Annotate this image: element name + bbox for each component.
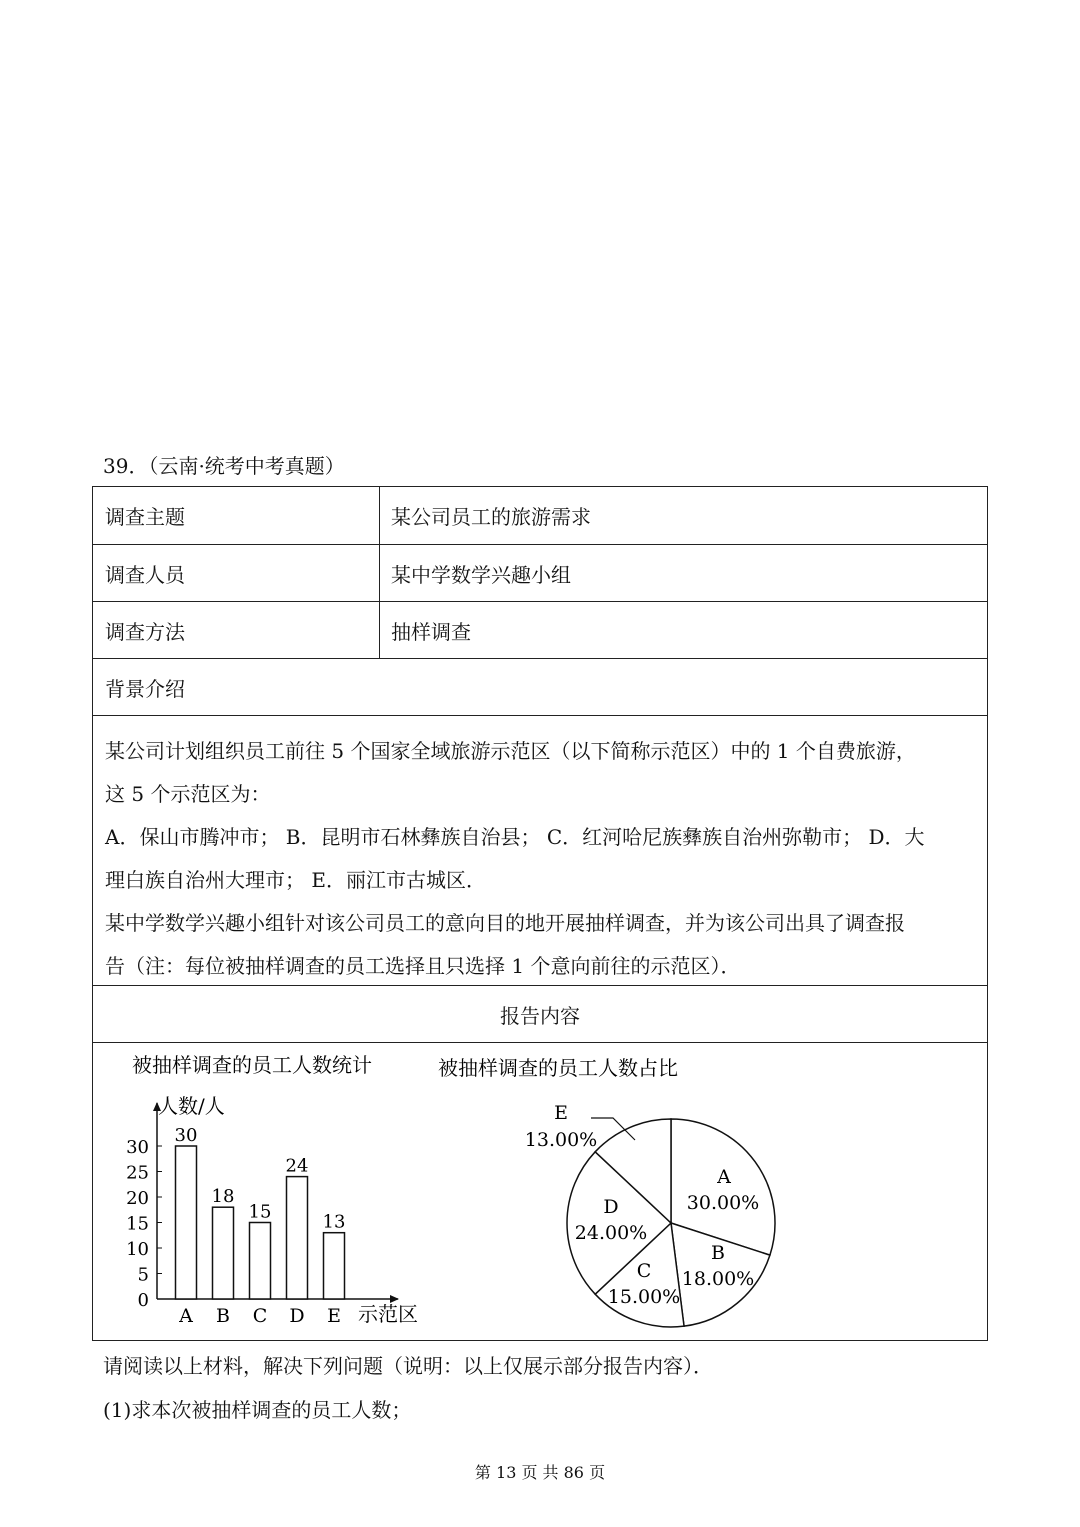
background-line: 告（注：每位被抽样调查的员工选择且只选择 1 个意向前往的示范区）． (105, 954, 741, 978)
instruction-text: 请阅读以上材料，解决下列问题（说明：以上仅展示部分报告内容）． (103, 1354, 713, 1378)
bar-value-label: 13 (322, 1211, 346, 1233)
bar-value-label: 15 (248, 1201, 272, 1223)
row-value: 某中学数学兴趣小组 (391, 562, 571, 587)
question-header: 39．（云南·统考中考真题） (103, 454, 345, 478)
background-line: 这 5 个示范区为： (105, 782, 271, 806)
bar-value-label: 30 (174, 1125, 198, 1146)
pie-slice-label: D (603, 1196, 619, 1218)
question-part-1: (1)求本次被抽样调查的员工人数； (103, 1398, 412, 1422)
report-title: 报告内容 (93, 985, 987, 1042)
bar-D (287, 1177, 308, 1299)
bar-value-label: 24 (285, 1155, 309, 1177)
y-tick-label: 20 (126, 1188, 149, 1209)
bar-C (250, 1223, 271, 1300)
y-tick-label: 25 (126, 1162, 149, 1184)
survey-table (92, 486, 988, 1341)
bar-chart (93, 1043, 423, 1339)
background-line: A．保山市腾冲市； B．昆明市石林彝族自治县； C．红河哈尼族彝族自治州弥勒市； D．大 (105, 825, 925, 849)
x-tick-label: E (327, 1305, 341, 1327)
background-title: 背景介绍 (93, 658, 987, 715)
pie-percent-label: 18.00% (681, 1268, 755, 1290)
y-tick-label: 15 (126, 1213, 149, 1235)
y-tick-label: 10 (126, 1239, 149, 1260)
page-footer: 第 13 页 共 86 页 (474, 1463, 606, 1482)
row-value: 某公司员工的旅游需求 (391, 505, 591, 529)
bar-B (213, 1207, 234, 1299)
row-label: 调查主题 (93, 487, 380, 544)
table-row-people (93, 544, 987, 601)
y-tick-label: 5 (137, 1264, 149, 1286)
y-tick-label: 0 (137, 1290, 149, 1311)
pie-slice-label: E (554, 1102, 568, 1124)
pie-percent-label: 15.00% (607, 1286, 681, 1308)
row-label: 调查人员 (93, 545, 380, 601)
bar-chart-ylabel: 人数/人 (158, 1094, 225, 1118)
table-row-method (93, 601, 987, 658)
background-line: 理白族自治州大理市； E．丽江市古城区． (105, 868, 486, 892)
bar-E (324, 1233, 345, 1299)
pie-percent-label: 13.00% (524, 1129, 598, 1151)
pie-chart (423, 1043, 823, 1339)
y-tick-label: 30 (126, 1137, 149, 1158)
row-label: 调查方法 (93, 602, 380, 658)
pie-chart-title: 被抽样调查的员工人数占比 (438, 1056, 678, 1080)
bar-value-label: 18 (211, 1186, 235, 1208)
pie-slice-label: B (711, 1242, 725, 1264)
pie-percent-label: 24.00% (574, 1222, 648, 1244)
background-text (93, 715, 987, 985)
background-line: 某公司计划组织员工前往 5 个国家全域旅游示范区（以下简称示范区）中的 1 个自费旅游， (105, 739, 916, 763)
table-row-topic (93, 487, 987, 544)
pie-slice-label: A (717, 1166, 731, 1188)
row-value: 抽样调查 (391, 619, 471, 644)
x-tick-label: A (179, 1305, 193, 1327)
x-tick-label: C (252, 1305, 268, 1327)
bar-chart-xlabel: 示范区 (358, 1302, 418, 1326)
bar-chart-title: 被抽样调查的员工人数统计 (132, 1053, 372, 1077)
pie-percent-label: 30.00% (686, 1192, 760, 1214)
x-tick-label: D (289, 1305, 305, 1327)
x-tick-label: B (216, 1305, 230, 1327)
pie-slice-label: C (636, 1260, 652, 1282)
bar-A (176, 1146, 197, 1299)
charts-cell (93, 1042, 987, 1340)
background-line: 某中学数学兴趣小组针对该公司员工的意向目的地开展抽样调查，并为该公司出具了调查报 (105, 911, 905, 935)
